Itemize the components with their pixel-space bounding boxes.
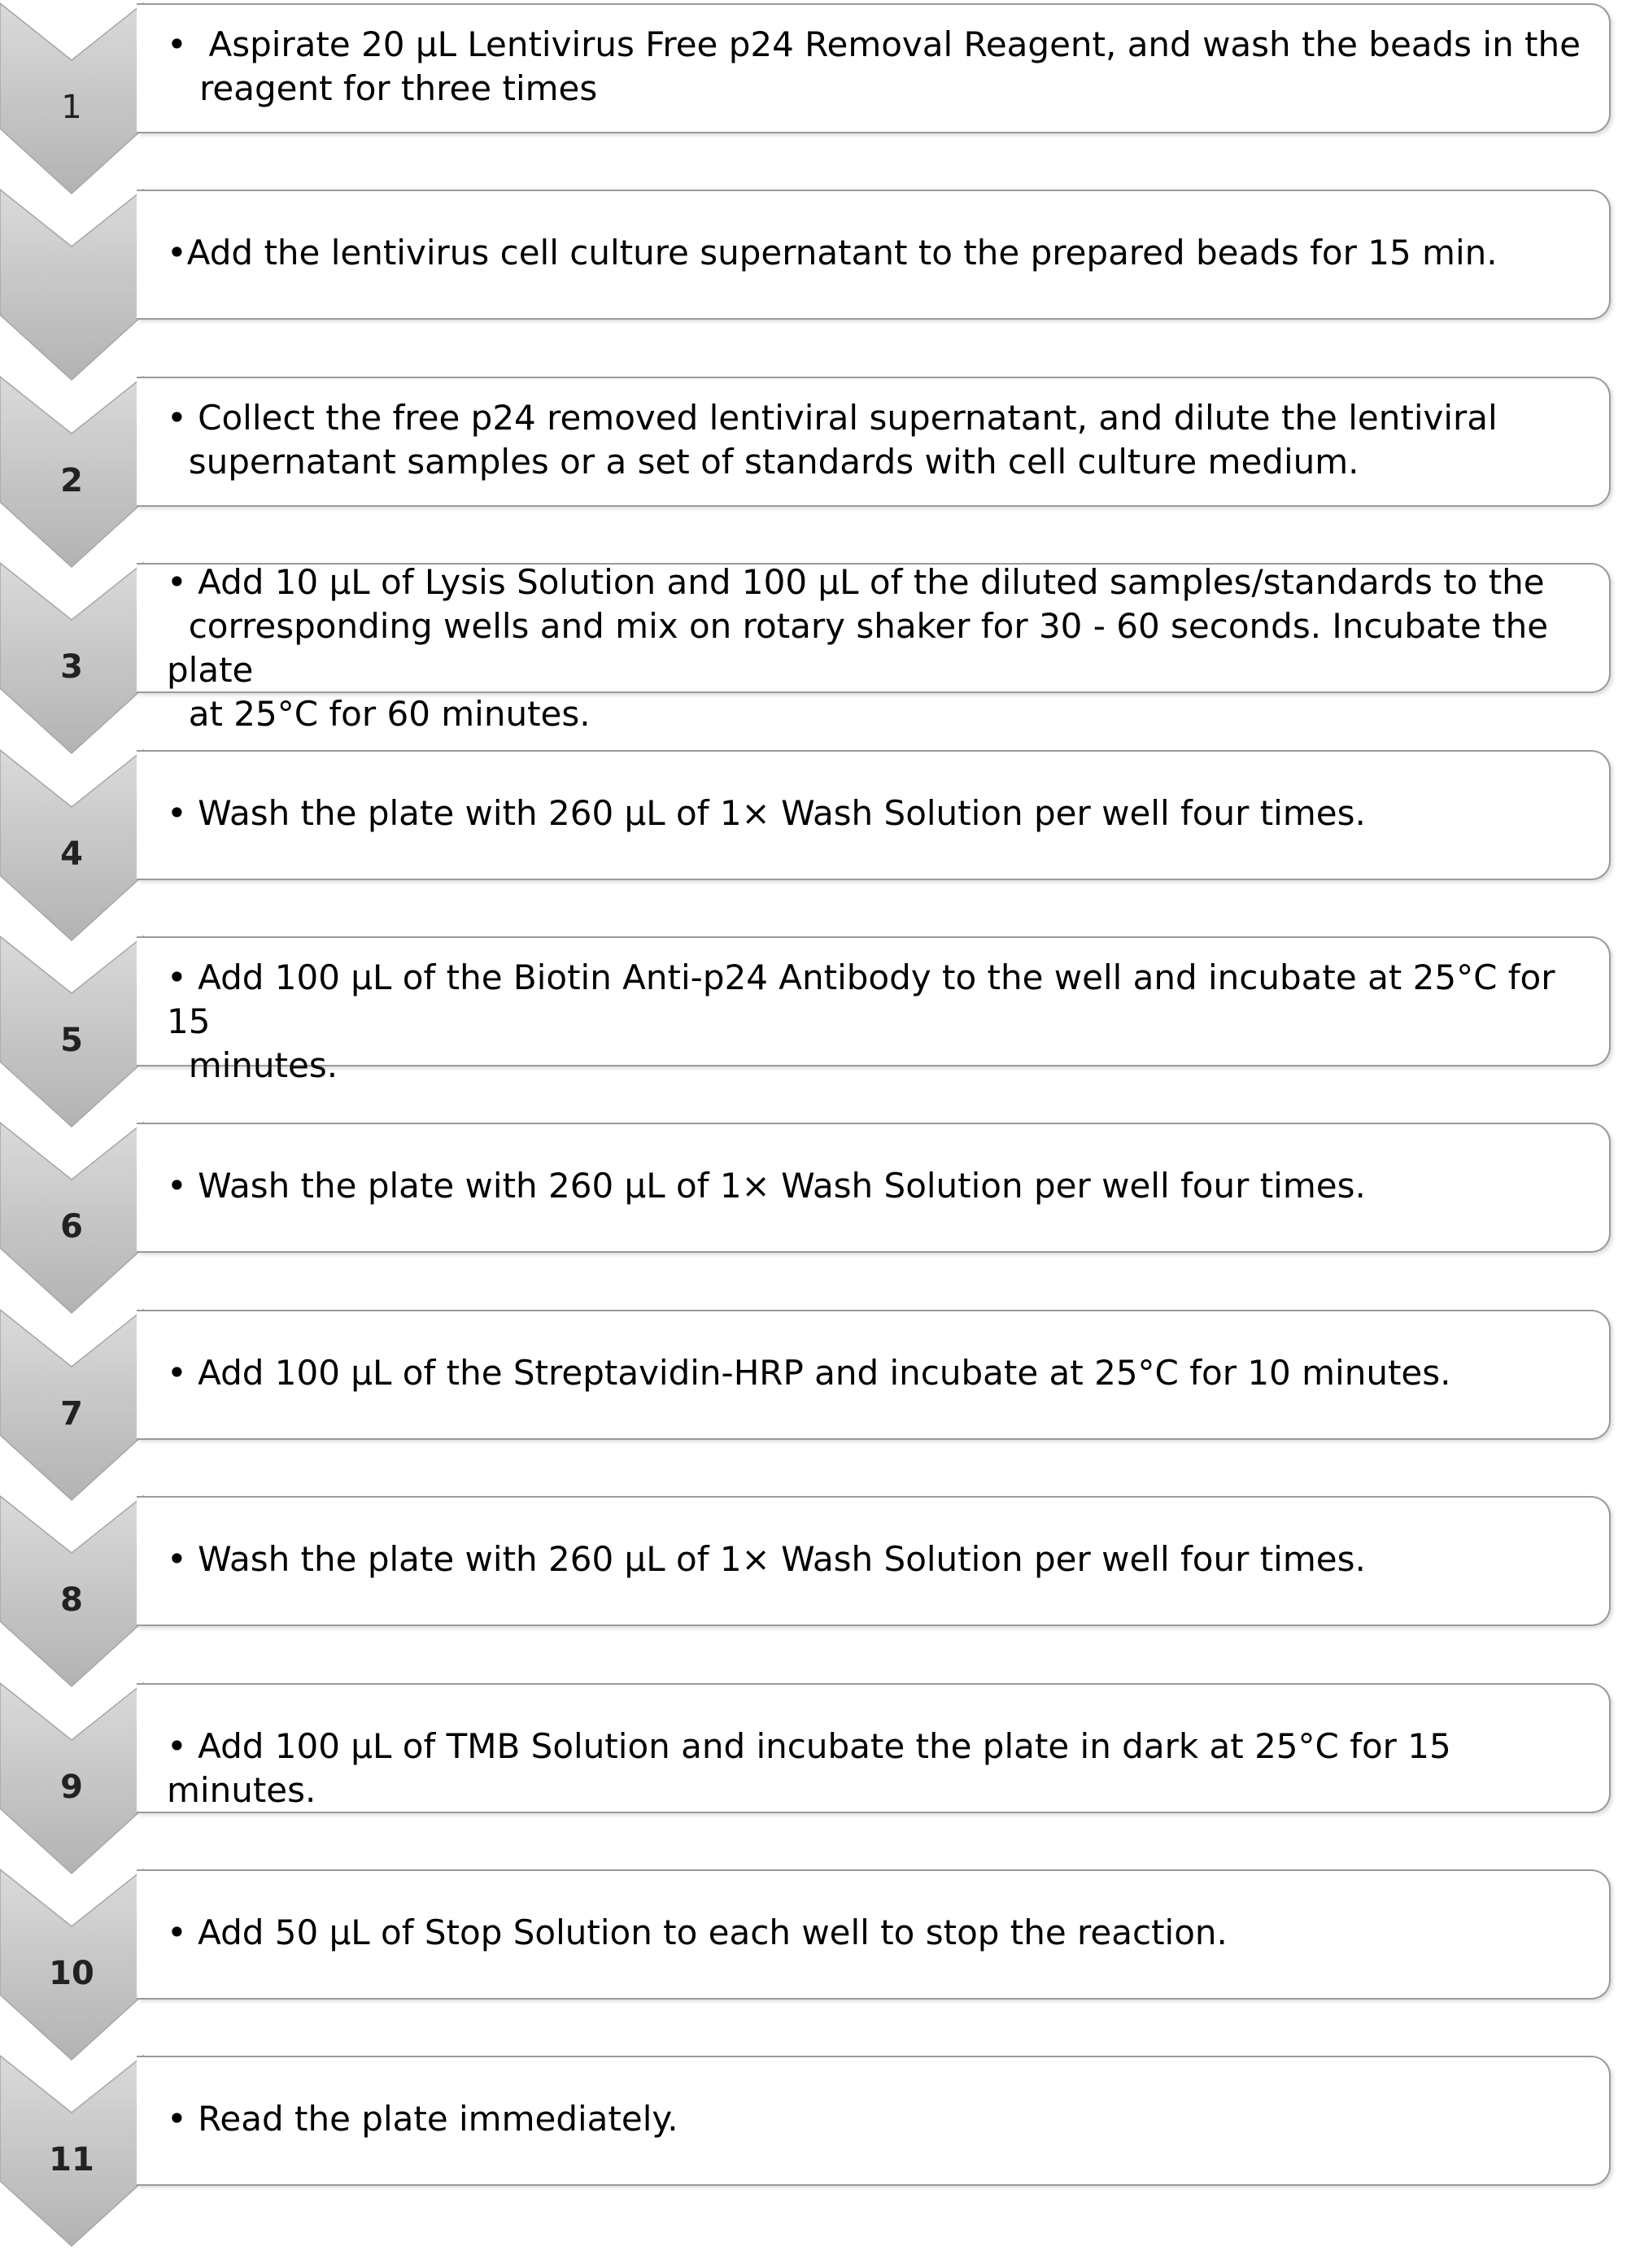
step-number: 1	[61, 89, 82, 126]
step-text: • Wash the plate with 260 μL of 1× Wash Solution per well four times.	[167, 1166, 1366, 1206]
chevron-arrow-icon	[0, 190, 143, 380]
step-text: • Read the plate immediately.	[167, 2099, 678, 2139]
step-number: 11	[49, 2141, 94, 2179]
step-number: 8	[60, 1581, 83, 1620]
step-number: 10	[49, 1955, 94, 1992]
step-number: 4	[60, 835, 83, 873]
step-text: • Add 50 μL of Stop Solution to each well to stop the reaction.	[167, 1913, 1228, 1952]
step-text: • Add 100 μL of the Biotin Anti-p24 Antibody to the well and incubate at 25°C for 15 minutes.	[167, 957, 1555, 1085]
step-text: • Wash the plate with 260 μL of 1× Wash Solution per well four times.	[167, 1539, 1366, 1580]
step-text: •Add the lentivirus cell culture supernatant to the prepared beads for 15 min.	[167, 233, 1498, 273]
step-chevron	[0, 190, 143, 380]
step-number: 3	[60, 648, 83, 687]
step-text: • Collect the free p24 removed lentiviral supernatant, and dilute the lentiviral supernatant samples or a set of standards with cell culture medium.	[167, 397, 1498, 482]
step-number: 7	[60, 1394, 83, 1433]
chevron-shape	[0, 190, 143, 380]
step-text: • Aspirate 20 μL Lentivirus Free p24 Removal Reagent, and wash the beads in the reagent for three times	[167, 24, 1581, 108]
step-number: 5	[60, 1022, 83, 1059]
step-number: 2	[60, 461, 83, 499]
step-text: • Add 100 μL of the Streptavidin-HRP and incubate at 25°C for 10 minutes.	[167, 1352, 1451, 1393]
step-text: • Add 100 μL of TMB Solution and incubate the plate in dark at 25°C for 15 minutes.	[167, 1725, 1463, 1810]
step-number: 9	[60, 1768, 83, 1806]
step-text: • Wash the plate with 260 μL of 1× Wash Solution per well four times.	[167, 792, 1366, 833]
step-text: • Add 10 μL of Lysis Solution and 100 μL of the diluted samples/standards to the corresponding wells and mix on rotary shaker for 30 - 60 seconds. Incubate the plate at 25°C for 60 minutes.	[167, 562, 1549, 735]
step-number: 6	[60, 1208, 83, 1246]
